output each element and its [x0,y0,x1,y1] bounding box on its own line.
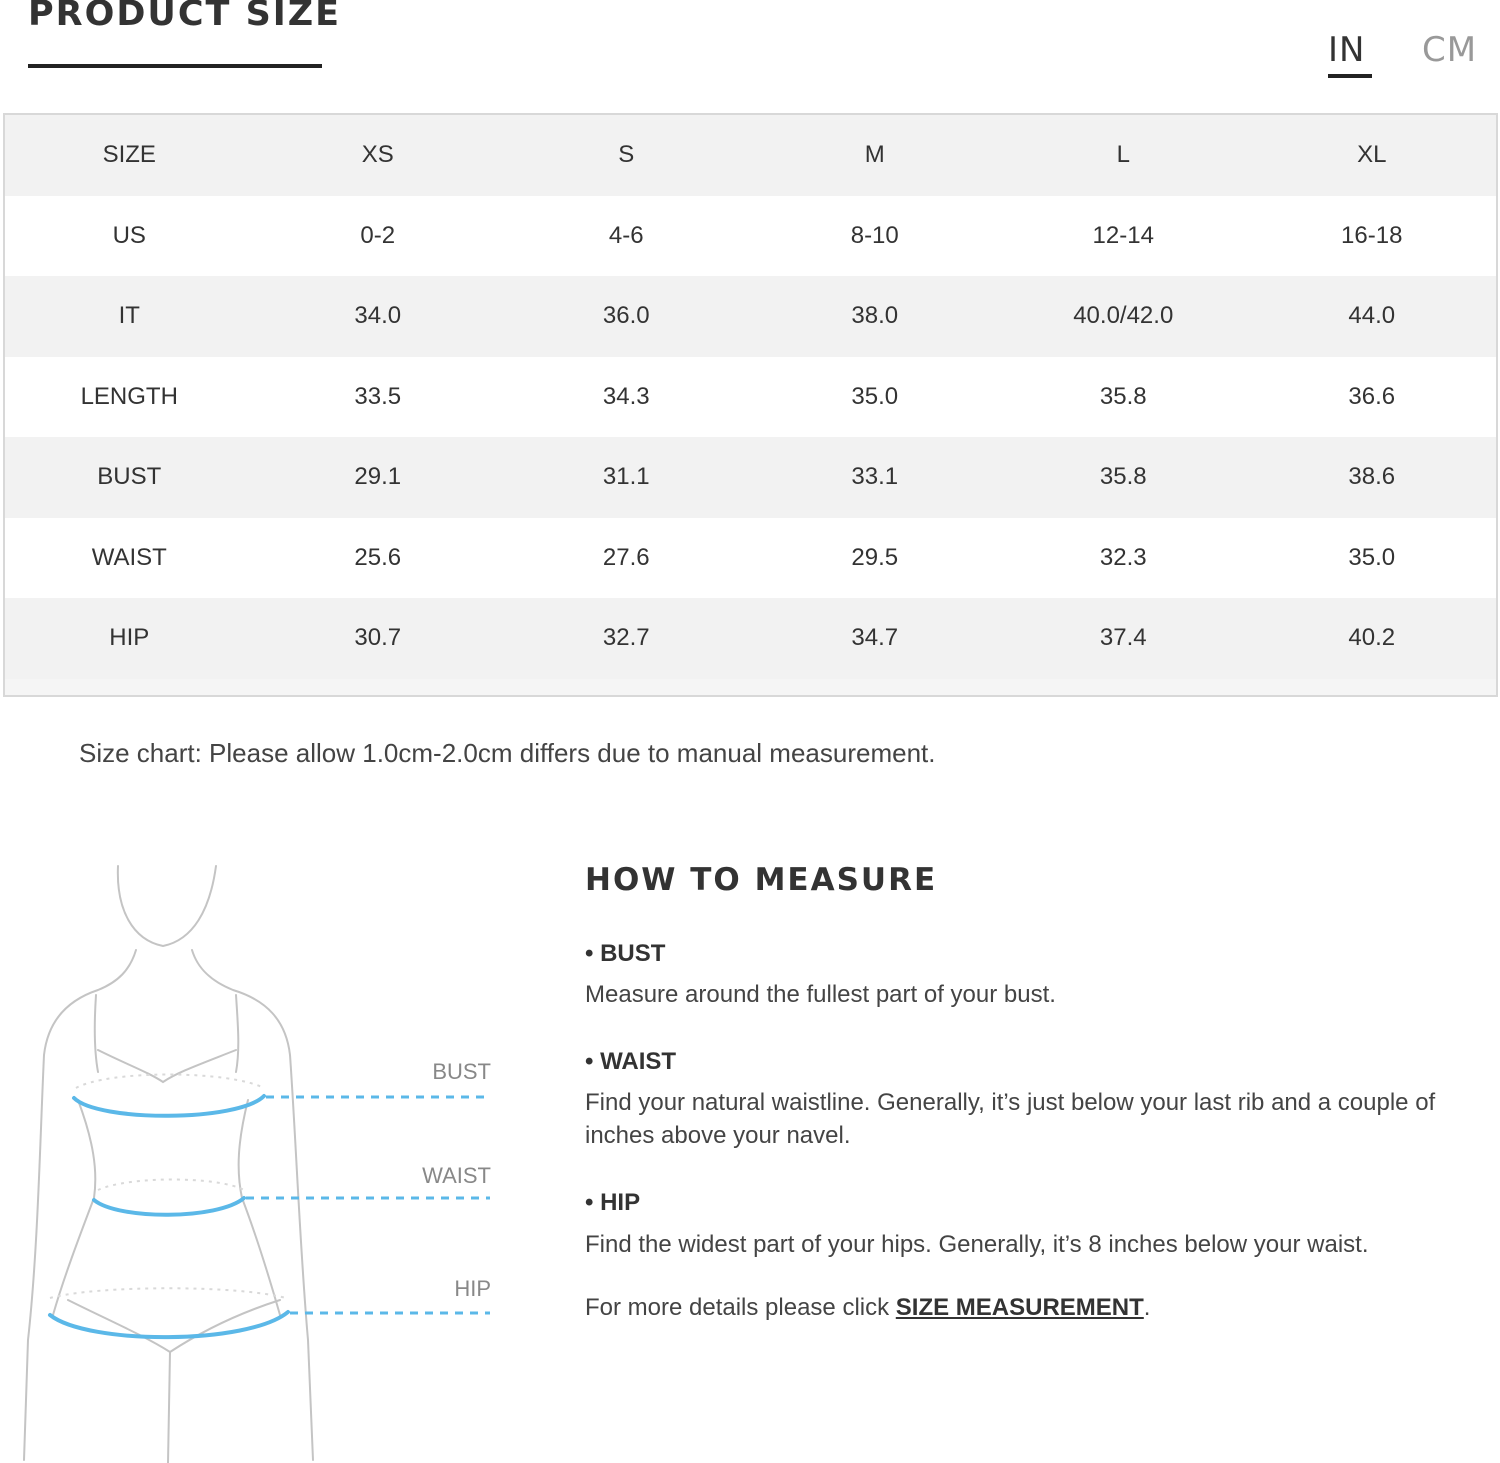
table-cell: 29.1 [254,437,503,518]
hip-curve [50,1312,288,1337]
table-cell: 40.2 [1248,598,1497,679]
table-cell: SIZE [5,115,254,196]
table-header-row [5,115,1496,196]
table-cell: 35.0 [751,357,1000,438]
waist-label: WAIST [422,1163,491,1188]
bust-curve [74,1096,264,1116]
table-cell: 36.6 [1248,357,1497,438]
table-row [5,518,1496,599]
bust-label: BUST [432,1059,491,1084]
table-cell: 35.8 [999,357,1248,438]
table-cell: WAIST [5,518,254,599]
hip-description: Find the widest part of your hips. Generally, it’s 8 inches below your waist. [585,1231,1369,1258]
table-row [5,357,1496,438]
size-table [3,113,1498,697]
table-cell: 38.6 [1248,437,1497,518]
table-cell: 29.5 [751,518,1000,599]
table-cell: XS [254,115,503,196]
table-cell: 27.6 [502,518,751,599]
active-unit-underline [1328,74,1372,78]
hip-heading: • HIP [585,1189,641,1216]
table-cell: 34.3 [502,357,751,438]
table-cell: US [5,196,254,277]
body-outline [24,866,313,1463]
table-cell: 30.7 [254,598,503,679]
table-row [5,276,1496,357]
table-cell: 34.7 [751,598,1000,679]
table-cell: 0-2 [254,196,503,277]
details-line [585,1294,1150,1322]
bust-heading: • BUST [585,940,666,967]
table-cell: 16-18 [1248,196,1497,277]
table-cell: 33.1 [751,437,1000,518]
hip-label: HIP [454,1276,491,1301]
unit-tab-in[interactable]: IN [1328,30,1366,70]
table-row [5,437,1496,518]
unit-tab-cm[interactable]: CM [1422,30,1478,70]
table-cell: 32.3 [999,518,1248,599]
waist-heading: • WAIST [585,1048,677,1075]
title-underline [28,64,322,68]
table-cell: 36.0 [502,276,751,357]
size-measurement-link[interactable]: SIZE MEASUREMENT [895,1294,1144,1321]
table-cell: 8-10 [751,196,1000,277]
dotted-guides [50,1075,286,1299]
table-cell: 34.0 [254,276,503,357]
how-to-measure-title: HOW TO MEASURE [585,862,938,898]
waist-curve [94,1198,244,1215]
table-cell: 4-6 [502,196,751,277]
table-cell: 32.7 [502,598,751,679]
size-table-grid [5,115,1496,679]
table-cell: S [502,115,751,196]
table-cell: 31.1 [502,437,751,518]
table-cell: 35.0 [1248,518,1497,599]
table-cell: 25.6 [254,518,503,599]
table-cell: 35.8 [999,437,1248,518]
table-cell: 44.0 [1248,276,1497,357]
table-cell: 40.0/42.0 [999,276,1248,357]
table-cell: BUST [5,437,254,518]
waist-description: Find your natural waistline. Generally, it’s just below your last rib and a couple of inches above your navel. [585,1089,1436,1149]
bust-description: Measure around the fullest part of your bust. [585,981,1056,1008]
table-cell: 12-14 [999,196,1248,277]
table-cell: XL [1248,115,1497,196]
table-cell: 33.5 [254,357,503,438]
page-title: PRODUCT SIZE [28,0,342,34]
table-cell: 37.4 [999,598,1248,679]
table-cell: LENGTH [5,357,254,438]
size-chart-note: Size chart: Please allow 1.0cm-2.0cm differs due to manual measurement. [79,738,936,768]
details-suffix: . [1143,1294,1151,1321]
details-prefix: For more details please click [585,1294,896,1321]
table-cell: HIP [5,598,254,679]
table-cell: L [999,115,1248,196]
table-row [5,598,1496,679]
body-measurement-figure [18,860,508,1463]
table-cell: 38.0 [751,276,1000,357]
table-cell: M [751,115,1000,196]
table-row [5,196,1496,277]
table-cell: IT [5,276,254,357]
